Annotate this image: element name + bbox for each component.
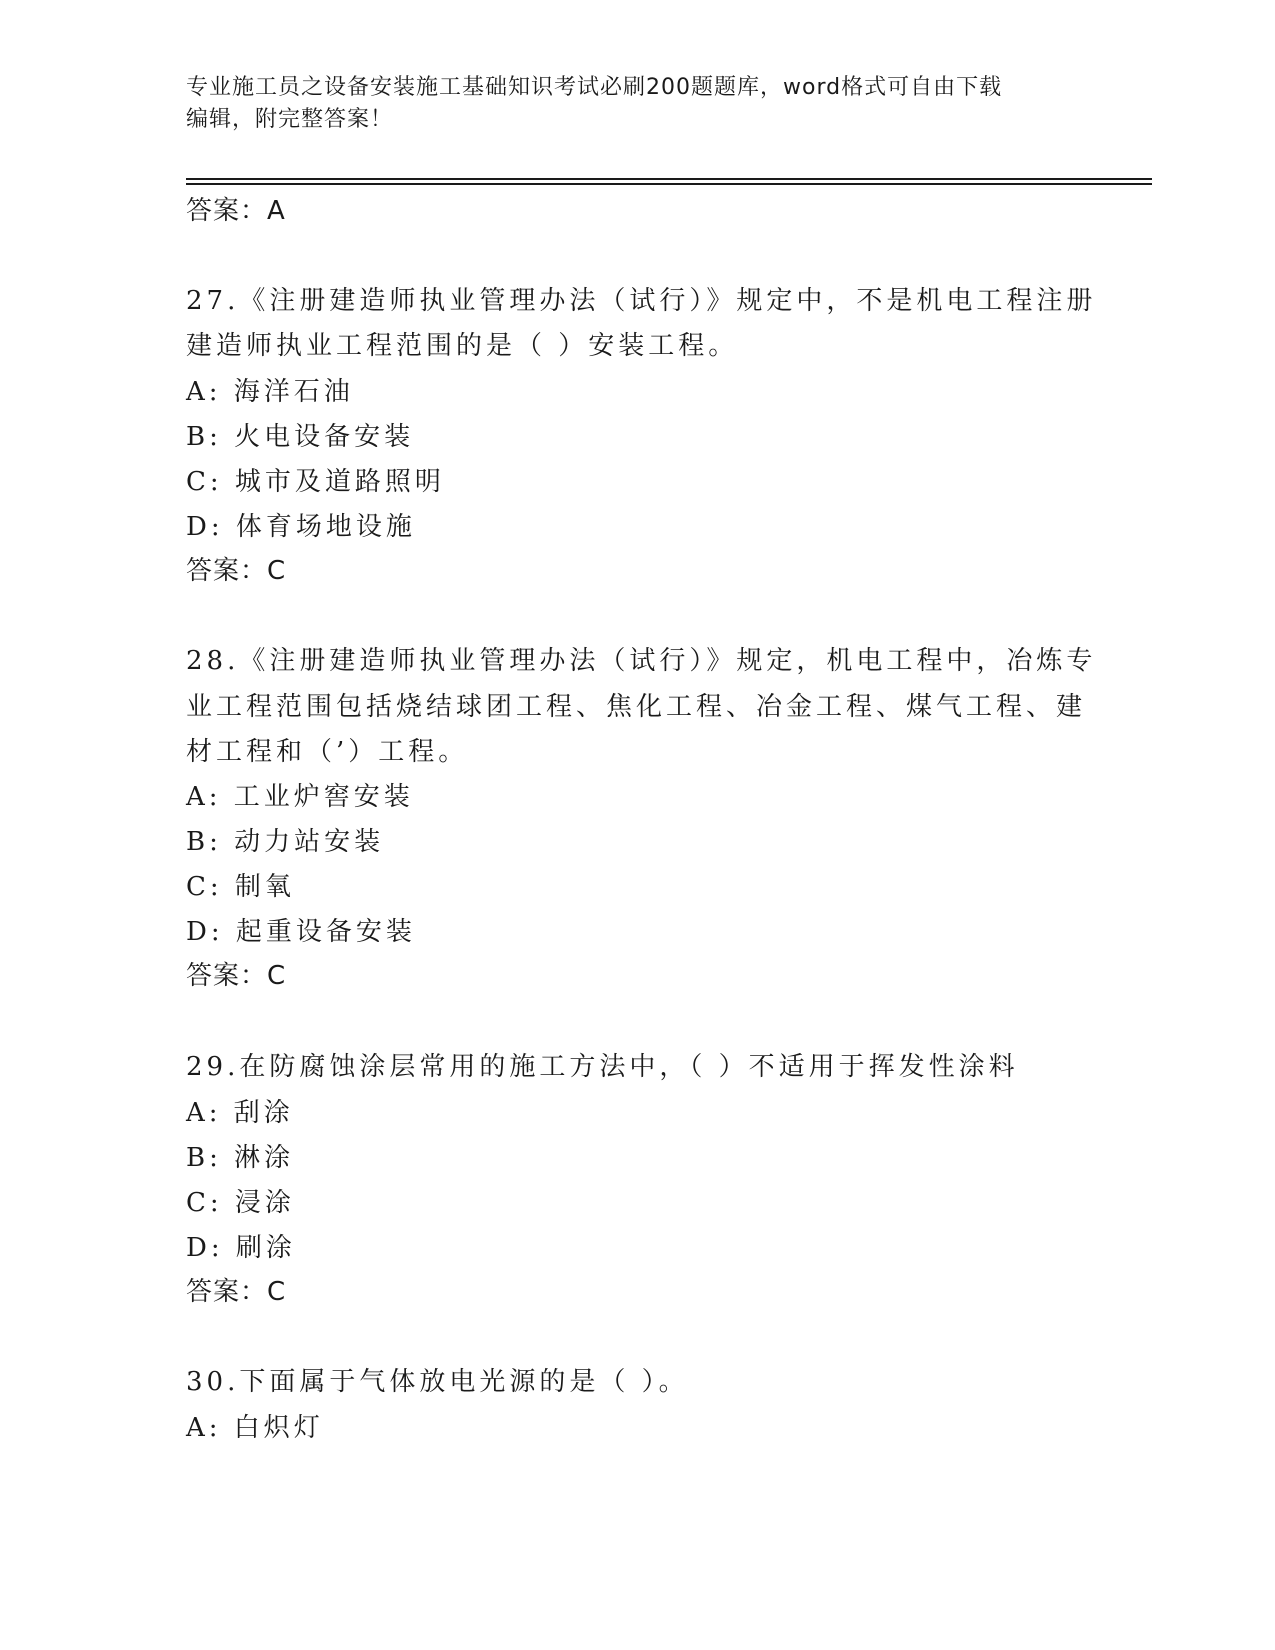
question-27-option-c: C: 城市及道路照明 — [186, 467, 445, 497]
question-29-option-b: B: 淋涂 — [186, 1143, 295, 1173]
question-28-line-2: 业工程范围包括烧结球团工程、焦化工程、冶金工程、煤气工程、建 — [186, 692, 1087, 722]
question-27-line-1: 27.《注册建造师执业管理办法（试行）》规定中，不是机电工程注册 — [186, 286, 1097, 316]
question-29-option-a: A: 刮涂 — [186, 1098, 294, 1128]
question-30-line-1: 30.下面属于气体放电光源的是（ ）。 — [186, 1367, 689, 1397]
question-29-answer: 答案：C — [186, 1277, 287, 1307]
question-28-line-1: 28.《注册建造师执业管理办法（试行）》规定，机电工程中，冶炼专 — [186, 646, 1097, 676]
question-29-option-c: C: 浸涂 — [186, 1188, 295, 1218]
question-28-option-c: C: 制氧 — [186, 872, 295, 902]
question-28-answer: 答案：C — [186, 961, 287, 991]
question-27-answer: 答案：C — [186, 556, 287, 586]
question-28-option-b: B: 动力站安装 — [186, 827, 385, 857]
question-29-line-1: 29.在防腐蚀涂层常用的施工方法中，（ ）不适用于挥发性涂料 — [186, 1052, 1019, 1082]
question-27-option-a: A: 海洋石油 — [186, 377, 354, 407]
header-line-2: 编辑，附完整答案！ — [186, 107, 394, 132]
question-27-line-2: 建造师执业工程范围的是（ ）安装工程。 — [186, 331, 739, 361]
question-28-option-a: A: 工业炉窖安装 — [186, 782, 414, 812]
question-29-option-d: D: 刷涂 — [186, 1233, 296, 1263]
question-27-option-d: D: 体育场地设施 — [186, 512, 416, 542]
question-27-option-b: B: 火电设备安装 — [186, 422, 415, 452]
header-divider-2 — [186, 183, 1152, 185]
document-header — [186, 72, 1086, 136]
header-divider — [186, 178, 1152, 180]
question-28-line-3: 材工程和（’）工程。 — [186, 737, 469, 767]
question-28-option-d: D: 起重设备安装 — [186, 917, 416, 947]
answer-line: 答案：A — [186, 196, 286, 226]
header-line-1: 专业施工员之设备安装施工基础知识考试必刷200题题库，word格式可自由下载 — [186, 75, 1003, 100]
question-30-option-a: A: 白炽灯 — [186, 1413, 324, 1443]
